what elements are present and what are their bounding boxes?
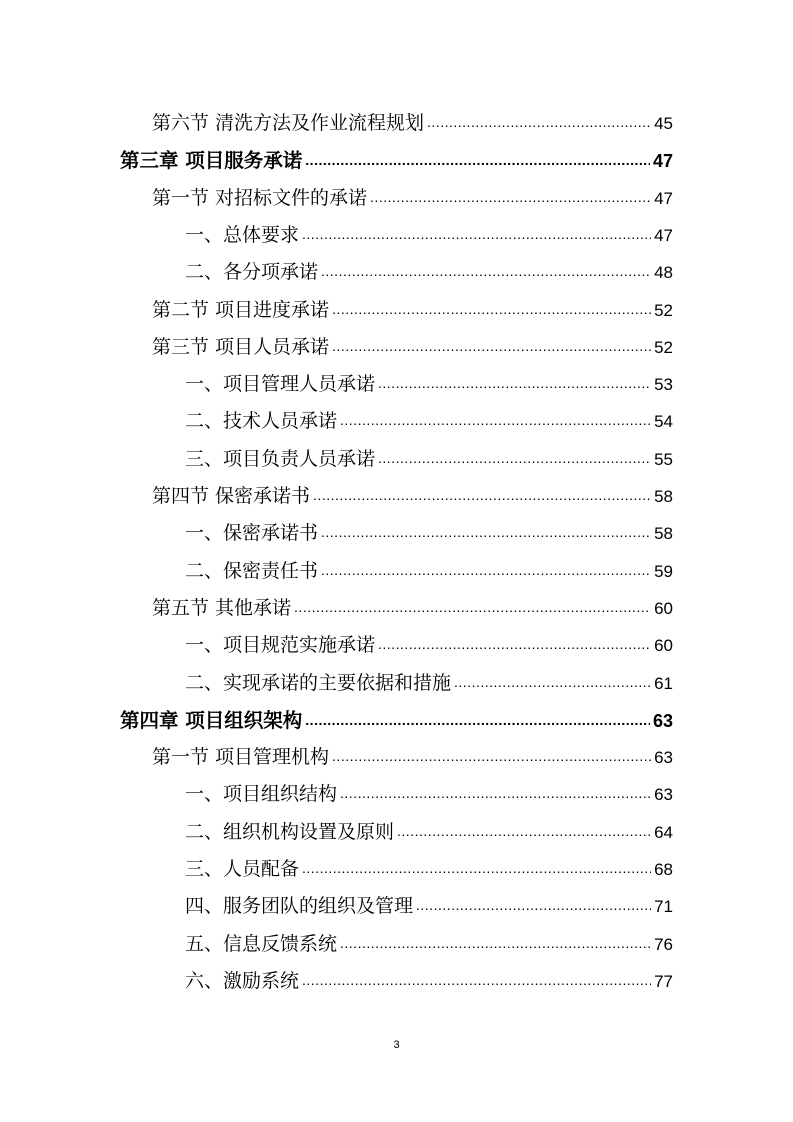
toc-entry-page: 48	[654, 263, 673, 283]
toc-subsection[interactable]	[185, 854, 673, 881]
toc-entry-page: 59	[654, 561, 673, 581]
toc-entry-page: 45	[654, 114, 673, 133]
toc-dot-leader	[305, 148, 650, 168]
toc-subsection[interactable]	[185, 630, 673, 657]
toc-dot-leader	[340, 781, 651, 800]
toc-dot-leader	[454, 670, 651, 689]
toc-subsection[interactable]	[185, 891, 673, 918]
toc-entry-page: 52	[654, 337, 673, 357]
toc-entry-page: 76	[654, 934, 673, 954]
toc-entry-page: 58	[654, 487, 673, 506]
toc-dot-leader	[378, 371, 651, 390]
toc-entry-page: 61	[654, 673, 673, 693]
toc-entry-title: 二、保密责任书	[185, 559, 319, 582]
toc-entry-title: 二、各分项承诺	[185, 261, 319, 284]
toc-dot-leader	[378, 446, 651, 465]
toc-entry-title: 二、实现承诺的主要依据和措施	[185, 671, 452, 694]
toc-entry-title: 一、保密承诺书	[185, 522, 319, 545]
toc-entry-title: 第三章 项目服务承诺	[120, 149, 303, 173]
toc-entry-title: 第一节 项目管理机构	[152, 746, 330, 769]
toc-entry-page: 54	[654, 412, 673, 432]
toc-dot-leader	[332, 297, 651, 316]
toc-subsection[interactable]	[185, 257, 673, 284]
toc-dot-leader	[378, 632, 651, 651]
toc-dot-leader	[370, 185, 651, 204]
toc-dot-leader	[305, 707, 650, 727]
toc-section[interactable]	[152, 108, 673, 135]
toc-dot-leader	[340, 931, 651, 950]
toc-entry-page: 71	[654, 897, 673, 917]
toc-chapter[interactable]	[120, 145, 673, 173]
toc-dot-leader	[302, 222, 651, 241]
toc-section[interactable]	[152, 481, 673, 508]
toc-entry-title: 四、服务团队的组织及管理	[185, 895, 414, 918]
toc-entry-title: 第三节 项目人员承诺	[152, 335, 330, 358]
toc-entry-page: 55	[654, 449, 673, 469]
toc-subsection[interactable]	[185, 369, 673, 396]
toc-entry-page: 53	[654, 375, 673, 395]
toc-dot-leader	[321, 558, 651, 577]
toc-entry-title: 第四节 保密承诺书	[152, 485, 311, 507]
toc-entry-title: 一、项目管理人员承诺	[185, 373, 376, 396]
toc-entry-title: 第六节 清洗方法及作业流程规划	[152, 112, 425, 134]
toc-entry-title: 六、激励系统	[185, 969, 300, 992]
toc-dot-leader	[427, 110, 651, 129]
toc-chapter[interactable]	[120, 705, 673, 733]
toc-section[interactable]	[152, 332, 673, 359]
toc-subsection[interactable]	[185, 779, 673, 806]
toc-dot-leader	[332, 744, 651, 763]
toc-entry-title: 一、项目组织结构	[185, 783, 338, 806]
toc-entry-title: 三、人员配备	[185, 858, 300, 880]
toc-dot-leader	[321, 259, 651, 278]
toc-entry-page: 77	[654, 971, 673, 991]
toc-entry-title: 二、组织机构设置及原则	[185, 820, 395, 843]
toc-entry-page: 47	[652, 151, 673, 172]
toc-dot-leader	[332, 334, 651, 353]
page-number: 3	[393, 1039, 400, 1051]
toc-entry-title: 第二节 项目进度承诺	[152, 298, 330, 321]
toc-entry-page: 47	[654, 225, 673, 245]
toc-entry-page: 63	[652, 710, 673, 731]
toc-dot-leader	[294, 595, 651, 614]
toc-dot-leader	[416, 893, 651, 912]
toc-entry-title: 三、项目负责人员承诺	[185, 447, 376, 470]
toc-dot-leader	[302, 856, 651, 875]
toc-entry-title: 二、技术人员承诺	[185, 410, 338, 433]
toc-section[interactable]	[152, 593, 673, 620]
toc-dot-leader	[340, 408, 651, 427]
toc-entry-page: 52	[654, 300, 673, 320]
toc-subsection[interactable]	[185, 518, 673, 545]
toc-entry-page: 63	[654, 748, 673, 768]
toc-subsection[interactable]	[185, 556, 673, 583]
toc-entry-page: 47	[654, 188, 673, 208]
toc-subsection[interactable]	[185, 444, 673, 471]
toc-entry-title: 第五节 其他承诺	[152, 596, 292, 619]
toc-subsection[interactable]	[185, 817, 673, 844]
toc-subsection[interactable]	[185, 406, 673, 433]
toc-entry-title: 一、总体要求	[185, 223, 300, 246]
toc-subsection[interactable]	[185, 220, 673, 247]
toc-dot-leader	[397, 819, 651, 838]
toc-entry-page: 58	[654, 524, 673, 544]
toc-entry-page: 68	[654, 860, 673, 879]
toc-entry-title: 第一节 对招标文件的承诺	[152, 186, 368, 209]
toc-dot-leader	[302, 968, 651, 987]
toc-entry-page: 60	[654, 598, 673, 618]
toc-section[interactable]	[152, 295, 673, 322]
toc-subsection[interactable]	[185, 929, 673, 956]
toc-entry-title: 第四章 项目组织架构	[120, 708, 303, 732]
toc-entry-title: 五、信息反馈系统	[185, 932, 338, 955]
toc-entry-page: 60	[654, 636, 673, 656]
toc-subsection[interactable]	[185, 668, 673, 695]
toc-entry-title: 一、项目规范实施承诺	[185, 634, 376, 657]
toc-entry-page: 64	[654, 822, 673, 842]
toc-dot-leader	[313, 483, 651, 502]
toc-section[interactable]	[152, 183, 673, 210]
toc-dot-leader	[321, 520, 651, 539]
toc-section[interactable]	[152, 742, 673, 769]
toc-subsection[interactable]	[185, 966, 673, 993]
toc-entry-page: 63	[654, 785, 673, 805]
